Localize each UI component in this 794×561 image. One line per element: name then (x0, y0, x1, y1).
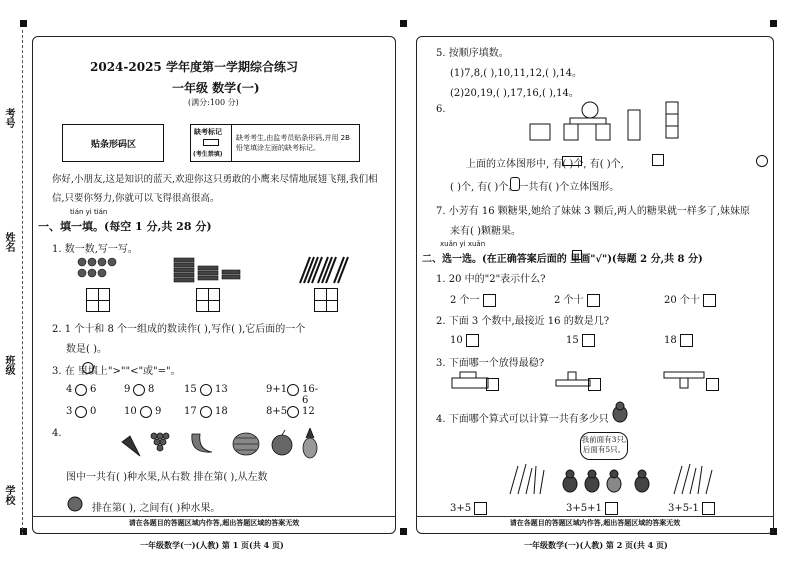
speech-bubble-text: 我前面有3只,后面有5只。 (581, 435, 627, 454)
answer-note-bar-1 (32, 516, 396, 531)
s2-q1-opt-3-label: 20 个十 (664, 295, 700, 306)
q3-r1-f: 13 (215, 384, 228, 395)
bird-icon (608, 400, 632, 424)
q3-r2-g: 8+5 (266, 406, 288, 417)
banana-icon (192, 434, 212, 452)
absent-note: (考生禁填) (193, 151, 223, 158)
q3-r2-f: 18 (215, 406, 228, 417)
q3-r2-circle-2[interactable] (140, 406, 152, 418)
q3-r2-circle-3[interactable] (200, 406, 212, 418)
absent-desc: 缺考考生,由监考员贴条形码,并用 2B 铅笔填涂左面的缺考标记。 (236, 134, 350, 152)
s2-q2-opt-3-box[interactable] (680, 334, 693, 347)
registration-mark (20, 20, 27, 27)
q6-text: 6. (436, 104, 446, 115)
option-c-shape (662, 370, 708, 390)
q2-text-a: 2. 1 个十和 8 个一组成的数读作( ),写作( ),它后面的一个 (52, 324, 306, 335)
plank-icon (570, 118, 606, 124)
solid-shapes-figure (528, 98, 688, 144)
s2-q2-opt-3-label: 18 (664, 335, 677, 346)
s2-q1-text: 1. 20 中的"2"表示什么? (436, 274, 546, 285)
cube-icon (666, 102, 678, 114)
fruits-row (120, 428, 330, 460)
s2-q4-opt-3 (668, 502, 715, 515)
apple-icon (272, 435, 292, 455)
s2-q3-text: 3. 下面哪一个放得最稳? (436, 358, 545, 369)
q3-r2-b: 0 (90, 406, 97, 417)
s2-q2-opt-3 (664, 334, 693, 347)
binding-label-school: 学校 (3, 485, 14, 505)
s2-q1-opt-3-box[interactable] (703, 294, 716, 307)
sphere-icon (756, 155, 768, 167)
q1-answer-grid-1[interactable] (86, 288, 110, 312)
intro-text: 你好,小朋友,这是知识的蓝天,欢迎你这只勇敢的小鹰来尽情地展翅飞翔,我们相信,只要你努力,你就可以飞得很高很高。 (52, 174, 378, 204)
s2-q4-opt-3-label: 3+5-1 (668, 503, 699, 514)
q3-r2-c: 10 (124, 406, 137, 417)
cube-icon (652, 154, 664, 166)
s2-q4-opt-2-label: 3+5+1 (566, 503, 602, 514)
s2-q1-opt-2-box[interactable] (587, 294, 600, 307)
cuboid-icon (530, 124, 550, 140)
page1-footer: 一年级数学(一)(人教) 第 1 页(共 4 页) (140, 540, 284, 550)
grapes-icon (151, 433, 169, 451)
exam-subtitle: 一年级 数学(一) (172, 81, 260, 95)
absent-label: 缺考标记 (194, 128, 222, 136)
cuboid-icon (562, 156, 582, 166)
q2-text-b: 数是( )。 (66, 344, 107, 355)
q3-r1-circle-2[interactable] (133, 384, 145, 396)
q5-text: 5. 按顺序填数。 (436, 48, 509, 59)
section2-pinyin: xuǎn yi xuǎn (440, 240, 486, 248)
sticks-bundle-icon (296, 255, 350, 285)
s2-q2-opt-2-box[interactable] (582, 334, 595, 347)
birds-scene (506, 458, 736, 498)
q7-text-a: 7. 小芳有 16 颗糖果,她给了妹妹 3 颗后,两人的糖果就一样多了,妹妹原 (436, 206, 751, 217)
binding-line (22, 30, 23, 535)
grass-icon (674, 464, 712, 494)
s2-q4-opt-2 (566, 502, 618, 515)
q3-r2-h: 12 (302, 406, 315, 417)
q3-r1-circle-3[interactable] (200, 384, 212, 396)
q3-r2-a: 3 (66, 406, 73, 417)
s2-q4-opt-2-box[interactable] (605, 502, 618, 515)
grass-icon (510, 464, 544, 494)
q1-answer-grid-2[interactable] (196, 288, 220, 312)
answer-note-2: 请在各题目的答题区域内作答,超出答题区域的答案无效 (509, 518, 681, 527)
checkbox-icon (572, 250, 582, 260)
q4-line-2: 排在第( ), 之间有( )种水果。 (92, 503, 221, 514)
q3-circle-icon (82, 362, 94, 374)
s2-q1-opt-1 (450, 291, 496, 307)
s2-q2-opt-1 (450, 334, 479, 347)
registration-mark (400, 20, 407, 27)
q6-line-1: 上面的立体图形中, 有( )个, 有( )个, (466, 159, 624, 170)
s2-q3-opt-3-box[interactable] (706, 378, 719, 391)
strawberry-icon (122, 436, 140, 456)
s2-q2-opt-2-label: 15 (566, 335, 579, 346)
q3-r2-circle-4[interactable] (287, 406, 299, 418)
speech-bubble (580, 432, 628, 460)
q3-r2-d: 9 (155, 406, 162, 417)
q3-r1-d: 8 (148, 384, 155, 395)
cylinder-icon (510, 177, 520, 191)
cylinder-icon (628, 110, 640, 140)
s2-q4-opt-1-label: 3+5 (450, 503, 472, 514)
s2-q4-opt-3-box[interactable] (702, 502, 715, 515)
s2-q2-opt-2 (566, 334, 595, 347)
q5-line-1: (1)7,8,( ),10,11,12,( ),14。 (450, 68, 583, 79)
apple-icon (66, 494, 84, 512)
absent-mark-box (190, 124, 360, 162)
flowers-icon (76, 255, 124, 281)
binding-label-name: 姓名 (3, 232, 14, 252)
q3-r1-a: 4 (66, 384, 73, 395)
binding-label-exam-number: 考号 (3, 108, 14, 128)
q3-r2-circle-1[interactable] (75, 406, 87, 418)
q7-text-b: 来有( )颗糖果。 (450, 226, 521, 237)
q3-text: 3. 在 里填上">""<"或"="。 (52, 366, 181, 377)
q1-text: 1. 数一数,写一写。 (52, 244, 138, 255)
full-score: (满分:100 分) (188, 98, 239, 107)
q4-line-1: 图中一共有( )种水果,从右数 排在第( ),从左数 (66, 472, 268, 483)
s2-q2-opt-1-box[interactable] (466, 334, 479, 347)
q3-r2-e: 17 (184, 406, 197, 417)
q3-r1-b: 6 (90, 384, 97, 395)
q3-r1-c: 9 (124, 384, 131, 395)
section2-title: 二、选一选。(在正确答案后面的 里画"√")(每题 2 分,共 8 分) (422, 254, 703, 265)
q3-r1-e: 15 (184, 384, 197, 395)
exam-title: 2024-2025 学年度第一学期综合练习 (90, 60, 298, 74)
absent-fill-box[interactable] (203, 139, 219, 146)
s2-q4-opt-1 (450, 502, 487, 515)
registration-mark (770, 20, 777, 27)
s2-q1-opt-3 (664, 291, 716, 307)
q4-text: 4. (52, 428, 62, 439)
q3-r1-circle-1[interactable] (75, 384, 87, 396)
s2-q1-opt-2 (554, 291, 600, 307)
q3-r1-g: 9+1 (266, 384, 288, 395)
answer-note-1: 请在各题目的答题区域内作答,超出答题区域的答案无效 (128, 518, 300, 527)
page2-footer: 一年级数学(一)(人教) 第 2 页(共 4 页) (524, 540, 668, 550)
s2-q4-opt-1-box[interactable] (474, 502, 487, 515)
pineapple-icon (303, 438, 317, 458)
q3-r1-h: 16-6 (302, 384, 319, 406)
q5-line-2: (2)20,19,( ),17,16,( ),14。 (450, 88, 579, 99)
s2-q1-opt-1-label: 2 个一 (450, 295, 480, 306)
answer-note-bar-2 (416, 516, 774, 531)
sphere-icon (582, 102, 598, 118)
q1-answer-grid-3[interactable] (314, 288, 338, 312)
books-stack-icon (172, 256, 242, 286)
q3-r1-circle-4[interactable] (287, 384, 299, 396)
s2-q4-text: 4. 下面哪个算式可以计算一共有多少只 (436, 414, 609, 425)
s2-q3-opt-2-box[interactable] (588, 378, 601, 391)
q6-line-2: ( )个, 有( )个。一共有( )个立体图形。 (450, 182, 620, 193)
s2-q2-opt-1-label: 10 (450, 335, 463, 346)
s2-q1-opt-1-box[interactable] (483, 294, 496, 307)
binding-label-class: 班级 (3, 355, 14, 375)
registration-mark (400, 528, 407, 535)
section1-title: 一、填一填。(每空 1 分,共 28 分) (38, 220, 212, 233)
barcode-area (62, 124, 164, 162)
section1-pinyin: tián yi tián (70, 208, 108, 216)
barcode-label: 贴条形码区 (91, 140, 137, 150)
s2-q1-opt-2-label: 2 个十 (554, 295, 584, 306)
s2-q2-text: 2. 下面 3 个数中,最接近 16 的数是几? (436, 316, 610, 327)
s2-q3-opt-1-box[interactable] (486, 378, 499, 391)
